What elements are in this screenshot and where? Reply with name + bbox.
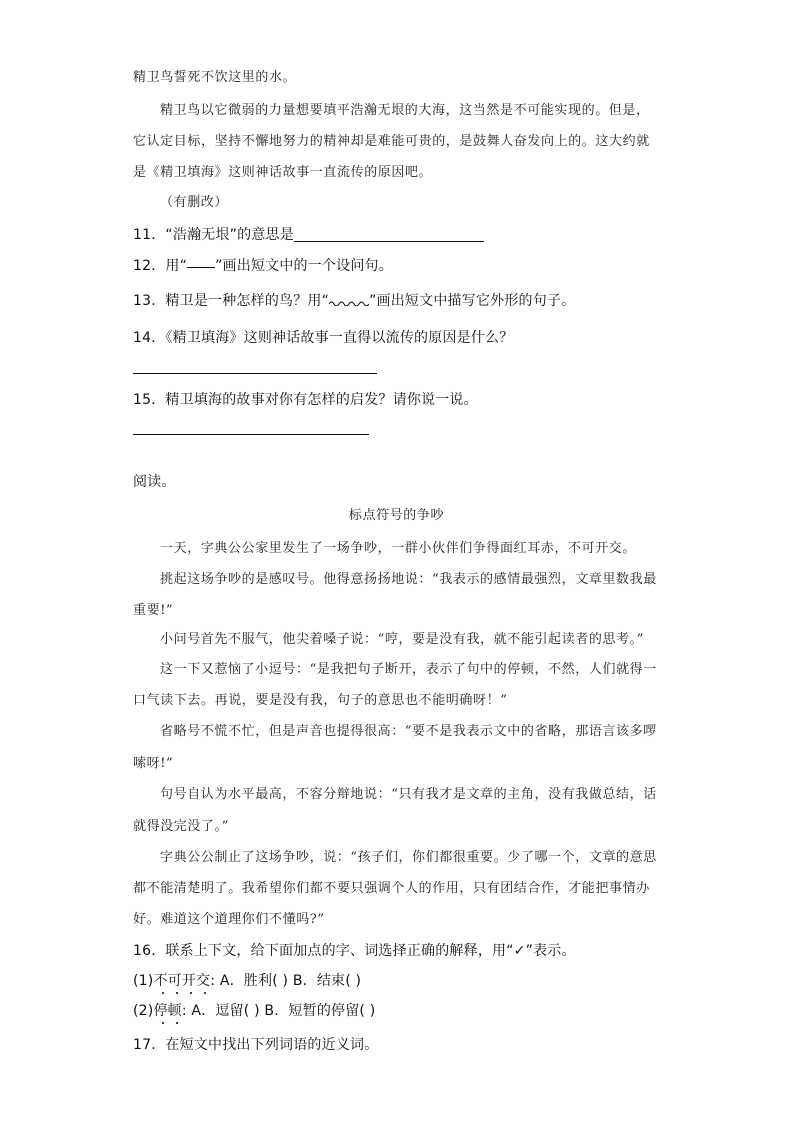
question-13-text-a: 13．精卫是一种怎样的鸟？用“ — [133, 293, 330, 309]
straight-underline-mark — [187, 259, 215, 268]
source-note: （有删改） — [160, 195, 229, 210]
question-16-item-2 — [133, 1000, 375, 1020]
story2-line: 都不能清楚明了。我希望你们都不要只强调个人的作用，只有团结合作，才能把事情办 — [133, 881, 650, 896]
question-11-text: 11．“浩瀚无垠”的意思是 — [133, 227, 294, 243]
wavy-underline-mark — [329, 298, 369, 306]
section-heading: 阅读。 — [133, 474, 176, 490]
story1-line: 精卫鸟以它微弱的力量想要填平浩瀚无垠的大海，这当然是不可能实现的。但是， — [160, 103, 650, 118]
story1-line: 它认定目标，坚持不懈地努力的精神却是难能可贵的，是鼓舞人奋发向上的。这大约就 — [133, 134, 650, 149]
story2-line: 一天，字典公公家里发生了一场争吵，一群小伙伴们争得面红耳赤，不可开交。 — [160, 541, 637, 556]
story2-line: 好。难道这个道理你们不懂吗?” — [133, 912, 325, 927]
passage-title: 标点符号的争吵 — [348, 508, 445, 523]
item-number: (2) — [133, 1003, 154, 1019]
story1-line: 是《精卫填海》这则神话故事一直流传的原因吧。 — [133, 165, 433, 180]
story2-line: 挑起这场争吵的是感叹号。他得意扬扬地说：“我表示的感情最强烈，文章里数我最 — [160, 572, 657, 587]
question-13 — [133, 290, 575, 310]
question-16-item-1 — [133, 970, 361, 990]
story2-line: 小问号首先不服气，他尖着嗓子说：“哼，要是没有我，就不能引起读者的思考。” — [160, 632, 644, 647]
question-12 — [133, 255, 393, 275]
story2-line: 就得没完没了。” — [133, 819, 229, 834]
question-15: 15．精卫填海的故事对你有怎样的启发？请你说一说。 — [133, 392, 478, 408]
story2-line: 句号自认为水平最高，不容分辩地说：“只有我才是文章的主角，没有我做总结，话 — [160, 787, 657, 802]
story2-line: 省略号不慌不忙，但是声音也提得很高：“要不是我表示文中的省略，那语言该多啰 — [160, 724, 657, 739]
item-number: (1) — [133, 973, 154, 989]
answer-blank[interactable] — [294, 227, 484, 242]
question-13-text-b: ”画出短文中描写它外形的句子。 — [369, 293, 576, 309]
question-12-text-a: 12．用“ — [133, 258, 188, 274]
dotted-word: 停顿 — [153, 1000, 181, 1020]
question-16: 16．联系上下文，给下面加点的字、词选择正确的解释，用“✓”表示。 — [133, 943, 576, 959]
question-12-text-b: ”画出短文中的一个设问句。 — [215, 258, 393, 274]
story2-line: 口气读下去。再说，要是没有我，句子的意思也不能明确呀！” — [133, 693, 508, 708]
story2-line: 这一下又惹恼了小逗号：“是我把句子断开，表示了句中的停顿，不然，人们就得一 — [160, 662, 657, 677]
answer-line[interactable] — [133, 373, 377, 374]
story2-line: 重要!” — [133, 603, 174, 618]
answer-line[interactable] — [133, 434, 369, 435]
question-17: 17．在短文中找出下列词语的近义词。 — [133, 1037, 379, 1053]
story2-line: 嗦呀!” — [133, 756, 174, 771]
story1-line: 精卫鸟誓死不饮这里的水。 — [133, 70, 297, 85]
story2-line: 字典公公制止了这场争吵，说：“孩子们，你们都很重要。少了哪一个，文章的意思 — [160, 850, 657, 865]
item-options[interactable]: : A．胜利( ) B．结束( ) — [210, 973, 362, 989]
question-14: 14．《精卫填海》这则神话故事一直得以流传的原因是什么？ — [133, 330, 514, 346]
item-options[interactable]: : A．逗留( ) B．短暂的停留( ) — [181, 1003, 376, 1019]
question-11 — [133, 224, 484, 244]
dotted-word: 不可开交 — [153, 970, 210, 990]
